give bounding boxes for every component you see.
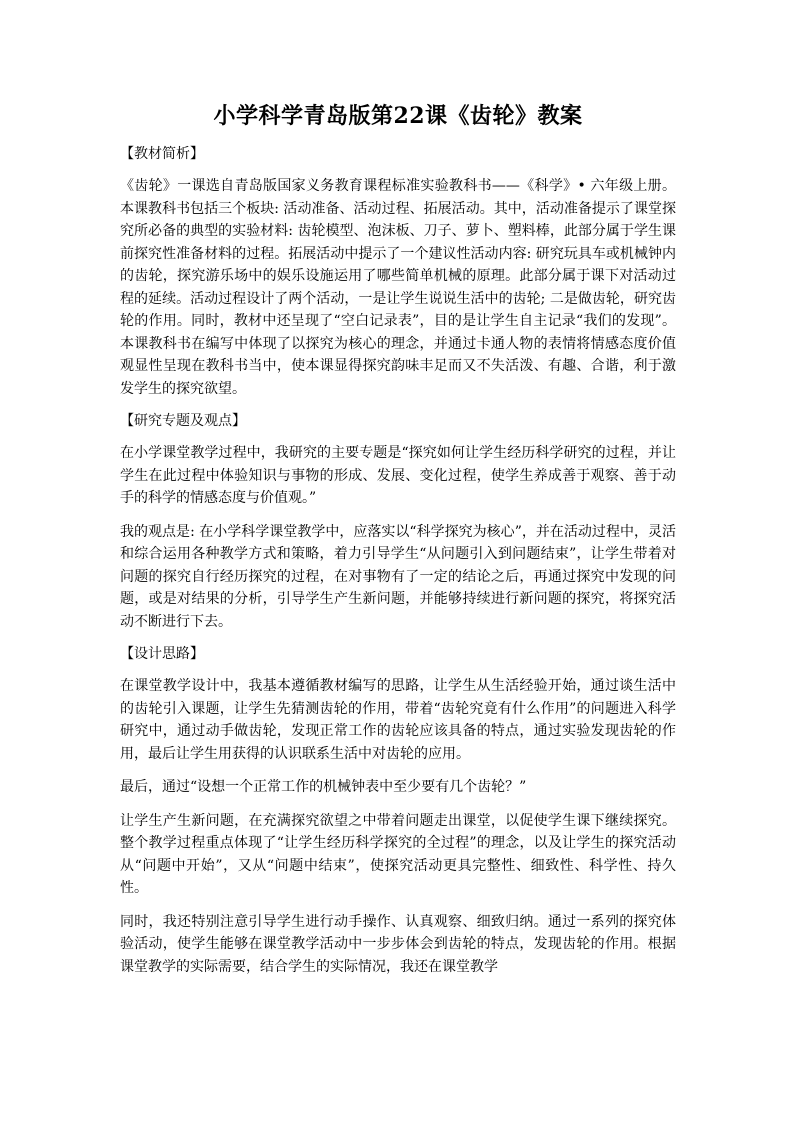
page-title: 小学科学青岛版第22课《齿轮》教案 xyxy=(213,103,583,129)
document-page xyxy=(120,100,676,989)
section-textbook-analysis xyxy=(120,144,676,400)
paragraph: 最后，通过“设想一个正常工作的机械钟表中至少要有几个齿轮？” xyxy=(120,779,527,795)
paragraph: 在小学课堂教学过程中，我研究的主要专题是“探究如何让学生经历科学研究的过程，并让学生在此过程中体验知识与事物的形成、发展、变化过程，使学生养成善于观察、善于动手的科学的情感态度与价值观。” xyxy=(120,445,676,506)
section-heading: 【研究专题及观点】 xyxy=(120,413,246,429)
section-design-ideas xyxy=(120,644,676,978)
paragraph: 《齿轮》一课选自青岛版国家义务教育课程标准实验教科书——《科学》• 六年级上册。本课教科书包括三个板块: 活动准备、活动过程、拓展活动。其中，活动准备提示了课堂探究所必备的典型的实验材料: 齿轮模型、泡沫板、刀子、萝卜、塑料棒，此部分属于学生课前探究性准备材料的过程。拓展活动中提示了一个建议性活动内容: 研究玩具车或机械钟内的齿轮，探究游乐场中的娱乐设施运用了哪些简单机械的原理。此部分属于课下对活动过程的延续。活动过程设计了两个活动，一是让学生说说生活中的齿轮; 二是做齿轮，研究齿轮的作用。同时，教材中还呈现了“空白记录表”，目的是让学生自主记录“我们的发现”。本课教科书在编写中体现了以探究为核心的理念，并通过卡通人物的表情将情感态度价值观显性呈现在教科书当中，使本课显得探究韵味丰足而又不失活泼、有趣、合谐，利于激发学生的探究欲望。 xyxy=(120,178,676,397)
paragraph: 在课堂教学设计中，我基本遵循教材编写的思路，让学生从生活经验开始，通过谈生活中的齿轮引入课题，让学生先猜测齿轮的作用，带着“齿轮究竟有什么作用”的问题进入科学研究中，通过动手做齿轮，发现正常工作的齿轮应该具备的特点，通过实验发现齿轮的作用，最后让学生用获得的认识联系生活中对齿轮的应用。 xyxy=(120,678,676,762)
paragraph: 我的观点是: 在小学科学课堂教学中，应落实以“科学探究为核心”，并在活动过程中，灵活和综合运用各种教学方式和策略，着力引导学生“从问题引入到问题结束”，让学生带着对问题的探究自行经历探究的过程，在对事物有了一定的结论之后，再通过探究中发现的问题，或是对结果的分析，引导学生产生新问题，并能够持续进行新问题的探究，将探究活动不断进行下去。 xyxy=(120,523,676,630)
section-heading: 【设计思路】 xyxy=(120,646,204,662)
section-research-topic xyxy=(120,411,676,633)
paragraph: 同时，我还特别注意引导学生进行动手操作、认真观察、细致归纳。通过一系列的探究体验活动，使学生能够在课堂教学活动中一步步体会到齿轮的特点，发现齿轮的作用。根据课堂教学的实际需要，结合学生的实际情况，我还在课堂教学 xyxy=(120,913,676,975)
section-heading: 【教材简析】 xyxy=(120,146,204,162)
paragraph: 让学生产生新问题，在充满探究欲望之中带着问题走出课堂，以促使学生课下继续探究。整个教学过程重点体现了“让学生经历科学探究的全过程”的理念，以及让学生的探究活动从“问题中开始”，又从“问题中结束”，使探究活动更具完整性、细致性、科学性、持久性。 xyxy=(120,812,676,896)
